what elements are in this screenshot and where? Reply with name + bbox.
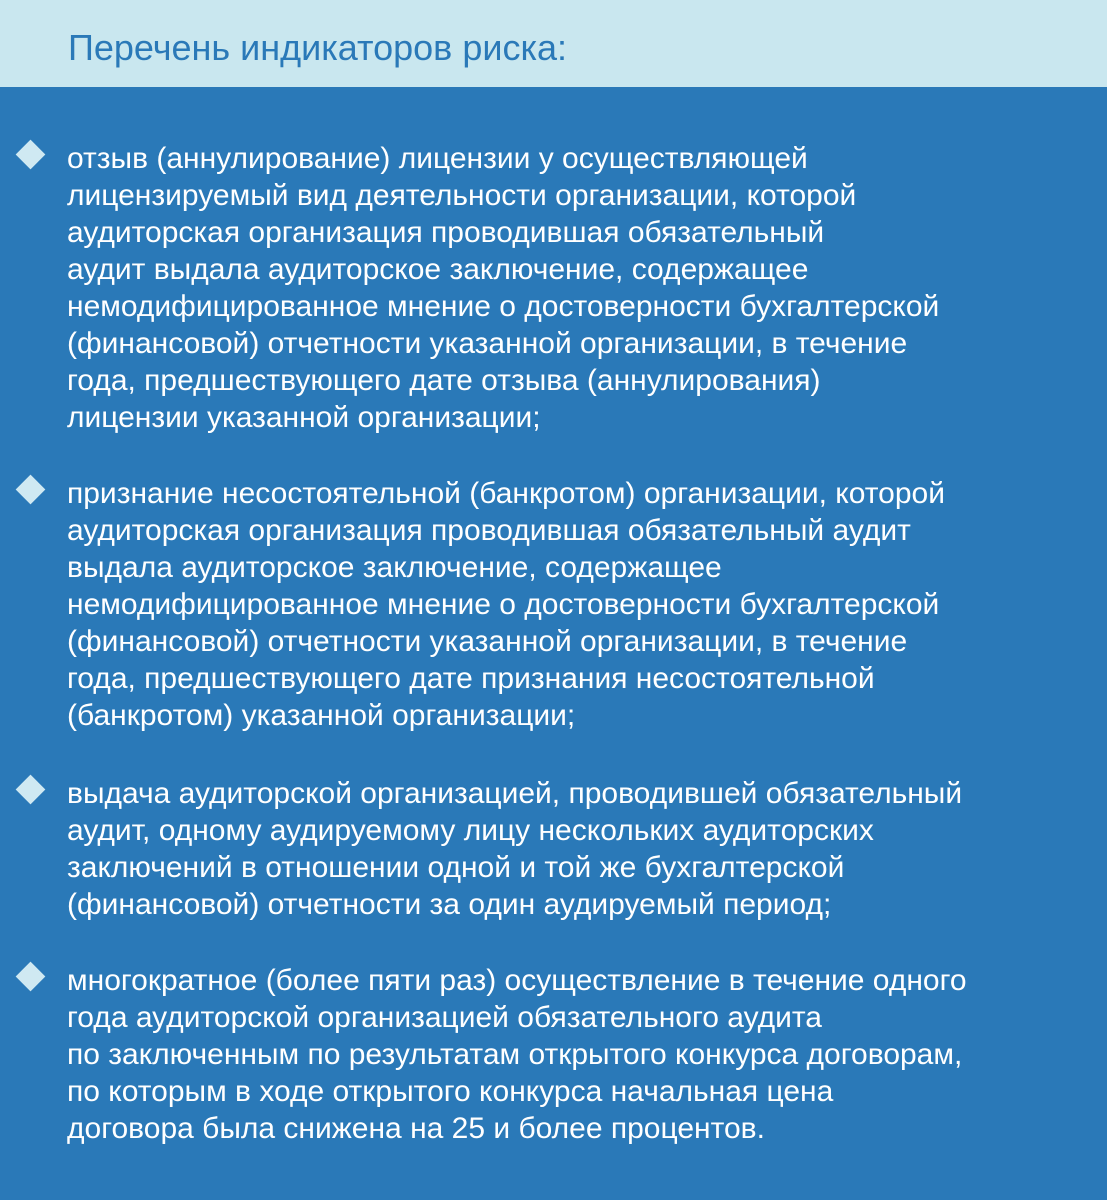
text-line: (банкротом) указанной организации; <box>67 699 576 732</box>
text-line: (финансовой) отчетности за один аудируемый период; <box>67 888 832 921</box>
text-line: лицензируемый вид деятельности организации, которой <box>67 179 857 212</box>
text-line: по которым в ходе открытого конкурса начальная цена <box>67 1075 834 1108</box>
indicator-text <box>67 962 967 1147</box>
diamond-bullet-icon <box>16 475 46 505</box>
text-line: аудит, одному аудируемому лицу нескольких аудиторских <box>67 814 874 847</box>
indicator-text <box>67 475 945 734</box>
text-line: признание несостоятельной (банкротом) организации, которой <box>67 477 945 510</box>
diamond-bullet-icon <box>16 140 46 170</box>
text-line: немодифицированное мнение о достоверности бухгалтерской <box>67 588 940 621</box>
text-line: выдала аудиторское заключение, содержащее <box>67 551 722 584</box>
indicator-text <box>67 775 962 923</box>
indicator-text <box>67 140 939 436</box>
text-line: отзыв (аннулирование) лицензии у осуществляющей <box>67 142 808 175</box>
text-line: года аудиторской организацией обязательного аудита <box>67 1001 822 1034</box>
text-line: (финансовой) отчетности указанной организации, в течение <box>67 327 908 360</box>
text-line: немодифицированное мнение о достоверности бухгалтерской <box>67 290 940 323</box>
text-line: аудиторская организация проводившая обязательный аудит <box>67 514 911 547</box>
diamond-bullet-icon <box>16 962 46 992</box>
text-line: года, предшествующего дате признания несостоятельной <box>67 662 875 695</box>
page-title: Перечень индикаторов риска: <box>68 27 568 68</box>
text-line: года, предшествующего дате отзыва (аннулирования) <box>67 364 821 397</box>
text-line: аудиторская организация проводившая обязательный <box>67 216 825 249</box>
text-line: договора была снижена на 25 и более процентов. <box>67 1112 765 1145</box>
text-line: аудит выдала аудиторское заключение, содержащее <box>67 253 809 286</box>
text-line: лицензии указанной организации; <box>67 401 541 434</box>
text-line: многократное (более пяти раз) осуществление в течение одного <box>67 964 967 997</box>
text-line: (финансовой) отчетности указанной организации, в течение <box>67 625 908 658</box>
text-line: выдача аудиторской организацией, проводившей обязательный <box>67 777 963 810</box>
diamond-bullet-icon <box>16 775 46 805</box>
text-line: по заключенным по результатам открытого конкурса договорам, <box>67 1038 963 1071</box>
text-line: заключений в отношении одной и той же бухгалтерской <box>67 851 845 884</box>
